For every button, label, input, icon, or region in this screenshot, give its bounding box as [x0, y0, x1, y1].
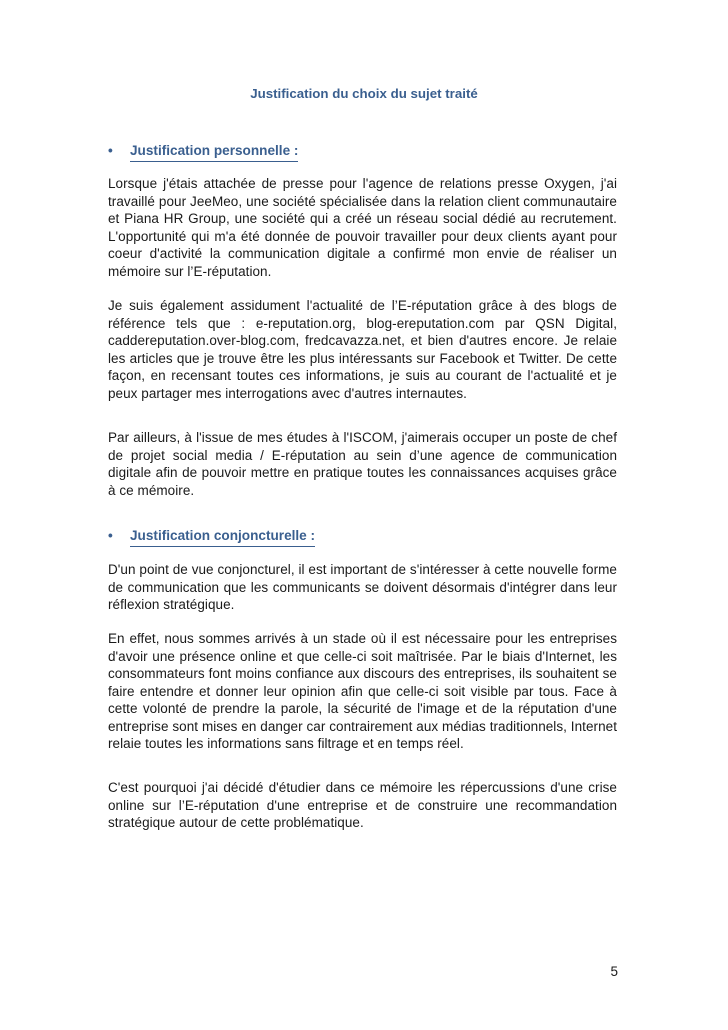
bullet-icon: •	[108, 528, 113, 543]
bullet-icon: •	[108, 143, 113, 158]
section-heading-personnelle	[108, 143, 299, 162]
page-number: 5	[610, 964, 618, 979]
paragraph: Par ailleurs, à l'issue de mes études à l'ISCOM, j'aimerais occuper un poste de chef de projet social media / E-réputation au sein d’une agence de communication digitale afin de pouvoir mettre en pratique toutes les connaissances acquises grâce à ce mémoire.	[108, 430, 617, 498]
paragraph: Je suis également assidument l'actualité de l’E-réputation grâce à des blogs de référence tels que : e-reputation.org, blog-ereputation.com par QSN Digital, caddereputation.over-blog.com, fredcavazza.net, et bien d'autres encore. Je relaie les articles que je trouve être les plus intéressants sur Facebook et Twitter. De cette façon, en recensant toutes ces informations, je suis au courant de l'actualité et je peux partager mes interrogations avec d'autres internautes.	[108, 298, 617, 401]
paragraph: C'est pourquoi j'ai décidé d'étudier dans ce mémoire les répercussions d'une crise online sur l’E-réputation d'une entreprise et de construire une recommandation stratégique autour de cette problématique.	[108, 780, 617, 831]
paragraph: D'un point de vue conjoncturel, il est important de s'intéresser à cette nouvelle forme de communication que les communicants se doivent désormais d'intégrer dans leur réflexion stratégique.	[108, 562, 617, 613]
paragraph: En effet, nous sommes arrivés à un stade où il est nécessaire pour les entreprises d'avoir une présence online et que celle-ci soit maîtrisée. Par le biais d'Internet, les consommateurs font moins confiance aux discours des entreprises, ils souhaitent se faire entendre et donner leur opinion afin que celle-ci soit visible par tous. Face à cette volonté de prendre la parole, la sécurité de l'image et de la réputation d'une entreprise sont mises en danger car contrairement aux médias traditionnels, Internet relaie toutes les informations sans filtrage et en temps réel.	[108, 631, 617, 752]
paragraph: Lorsque j'étais attachée de presse pour l'agence de relations presse Oxygen, j'ai travaillé pour JeeMeo, une société spécialisée dans la relation client communautaire et Piana HR Group, une société qui a créé un réseau social dédié au recrutement. L'opportunité qui m'a été donnée de pouvoir travailler pour deux clients ayant pour coeur d'activité la communication digitale a confirmé mon envie de réaliser un mémoire sur l’E-réputation.	[108, 176, 617, 279]
document-title: Justification du choix du sujet traité	[250, 86, 478, 101]
section-heading-text: Justification conjoncturelle :	[130, 528, 315, 547]
section-heading-conjoncturelle	[108, 528, 316, 547]
section-heading-text: Justification personnelle :	[130, 143, 298, 162]
